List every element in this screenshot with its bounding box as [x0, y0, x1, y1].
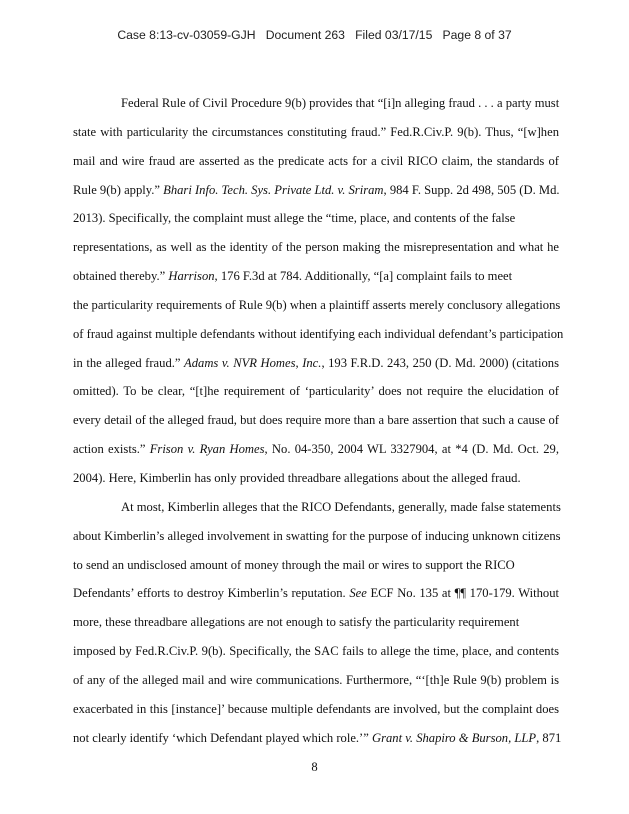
text-line: imposed by Fed.R.Civ.P. 9(b). Specifically, the SAC fails to allege the time, place, and contents — [73, 644, 559, 659]
text-line: At most, Kimberlin alleges that the RICO Defendants, generally, made false statements — [121, 499, 561, 514]
text-line: omitted). To be clear, “[t]he requirement of ‘particularity’ does not require the elucidation of — [73, 384, 559, 399]
case-header: Case 8:13-cv-03059-GJH Document 263 Filed 03/17/15 Page 8 of 37 — [117, 28, 512, 42]
text-line: exacerbated in this [instance]’ because multiple defendants are involved, but the complaint does — [73, 701, 559, 716]
body-text — [73, 94, 564, 757]
case-citation: Frison v. Ryan Homes — [149, 442, 265, 457]
text-line: about Kimberlin’s alleged involvement in swatting for the purpose of inducing unknown citizens — [73, 528, 561, 543]
case-citation: Adams v. NVR Homes, Inc. — [184, 355, 322, 370]
text-line: not clearly identify ‘which Defendant played which role.’” Grant v. Shapiro & Burson, LLP, 871 — [73, 730, 562, 745]
text-line: the particularity requirements of Rule 9(b) when a plaintiff asserts merely conclusory allegations — [73, 297, 561, 312]
text-line: Federal Rule of Civil Procedure 9(b) provides that “[i]n alleging fraud . . . a party must — [121, 96, 560, 110]
text-line: Rule 9(b) apply.” Bhari Info. Tech. Sys. Private Ltd. v. Sriram, 984 F. Supp. 2d 498, 505 (D. Md. — [73, 182, 560, 197]
text-line: of fraud against multiple defendants without identifying each individual defendant’s participation — [73, 326, 564, 341]
page-number: 8 — [311, 760, 318, 774]
case-citation: Harrison — [168, 269, 215, 284]
case-citation: Grant v. Shapiro & Burson, LLP — [372, 730, 537, 745]
text-line: action exists.” Frison v. Ryan Homes, No. 04-350, 2004 WL 3327904, at *4 (D. Md. Oct. 29, — [73, 442, 559, 457]
case-citation: Bhari Info. Tech. Sys. Private Ltd. v. Sriram — [163, 182, 384, 197]
text-line: more, these threadbare allegations are not enough to satisfy the particularity requirement — [73, 615, 520, 630]
text-line: mail and wire fraud are asserted as the predicate acts for a civil RICO claim, the standards of — [73, 153, 559, 168]
text-line: to send an undisclosed amount of money through the mail or wires to support the RICO — [73, 557, 515, 572]
text-line: Defendants’ efforts to destroy Kimberlin’s reputation. See ECF No. 135 at ¶¶ 170-179. Without — [73, 586, 559, 601]
text-line: of any of the alleged mail and wire communications. Furthermore, “‘[th]e Rule 9(b) problem is — [73, 672, 559, 687]
text-line: every detail of the alleged fraud, but does require more than a bare assertion that such a cause of — [73, 413, 559, 428]
text-line: state with particularity the circumstances constituting fraud.” Fed.R.Civ.P. 9(b). Thus, “[w]hen — [73, 124, 559, 139]
text-line: 2004). Here, Kimberlin has only provided threadbare allegations about the alleged fraud. — [73, 470, 521, 485]
text-line: 2013). Specifically, the complaint must allege the “time, place, and contents of the false — [73, 211, 516, 226]
text-line: in the alleged fraud.” Adams v. NVR Homes, Inc., 193 F.R.D. 243, 250 (D. Md. 2000) (citations — [73, 355, 560, 370]
signal-see: See — [349, 586, 367, 601]
text-line: obtained thereby.” Harrison, 176 F.3d at 784. Additionally, “[a] complaint fails to meet — [73, 269, 513, 284]
text-line: representations, as well as the identity of the person making the misrepresentation and what he — [73, 240, 559, 255]
